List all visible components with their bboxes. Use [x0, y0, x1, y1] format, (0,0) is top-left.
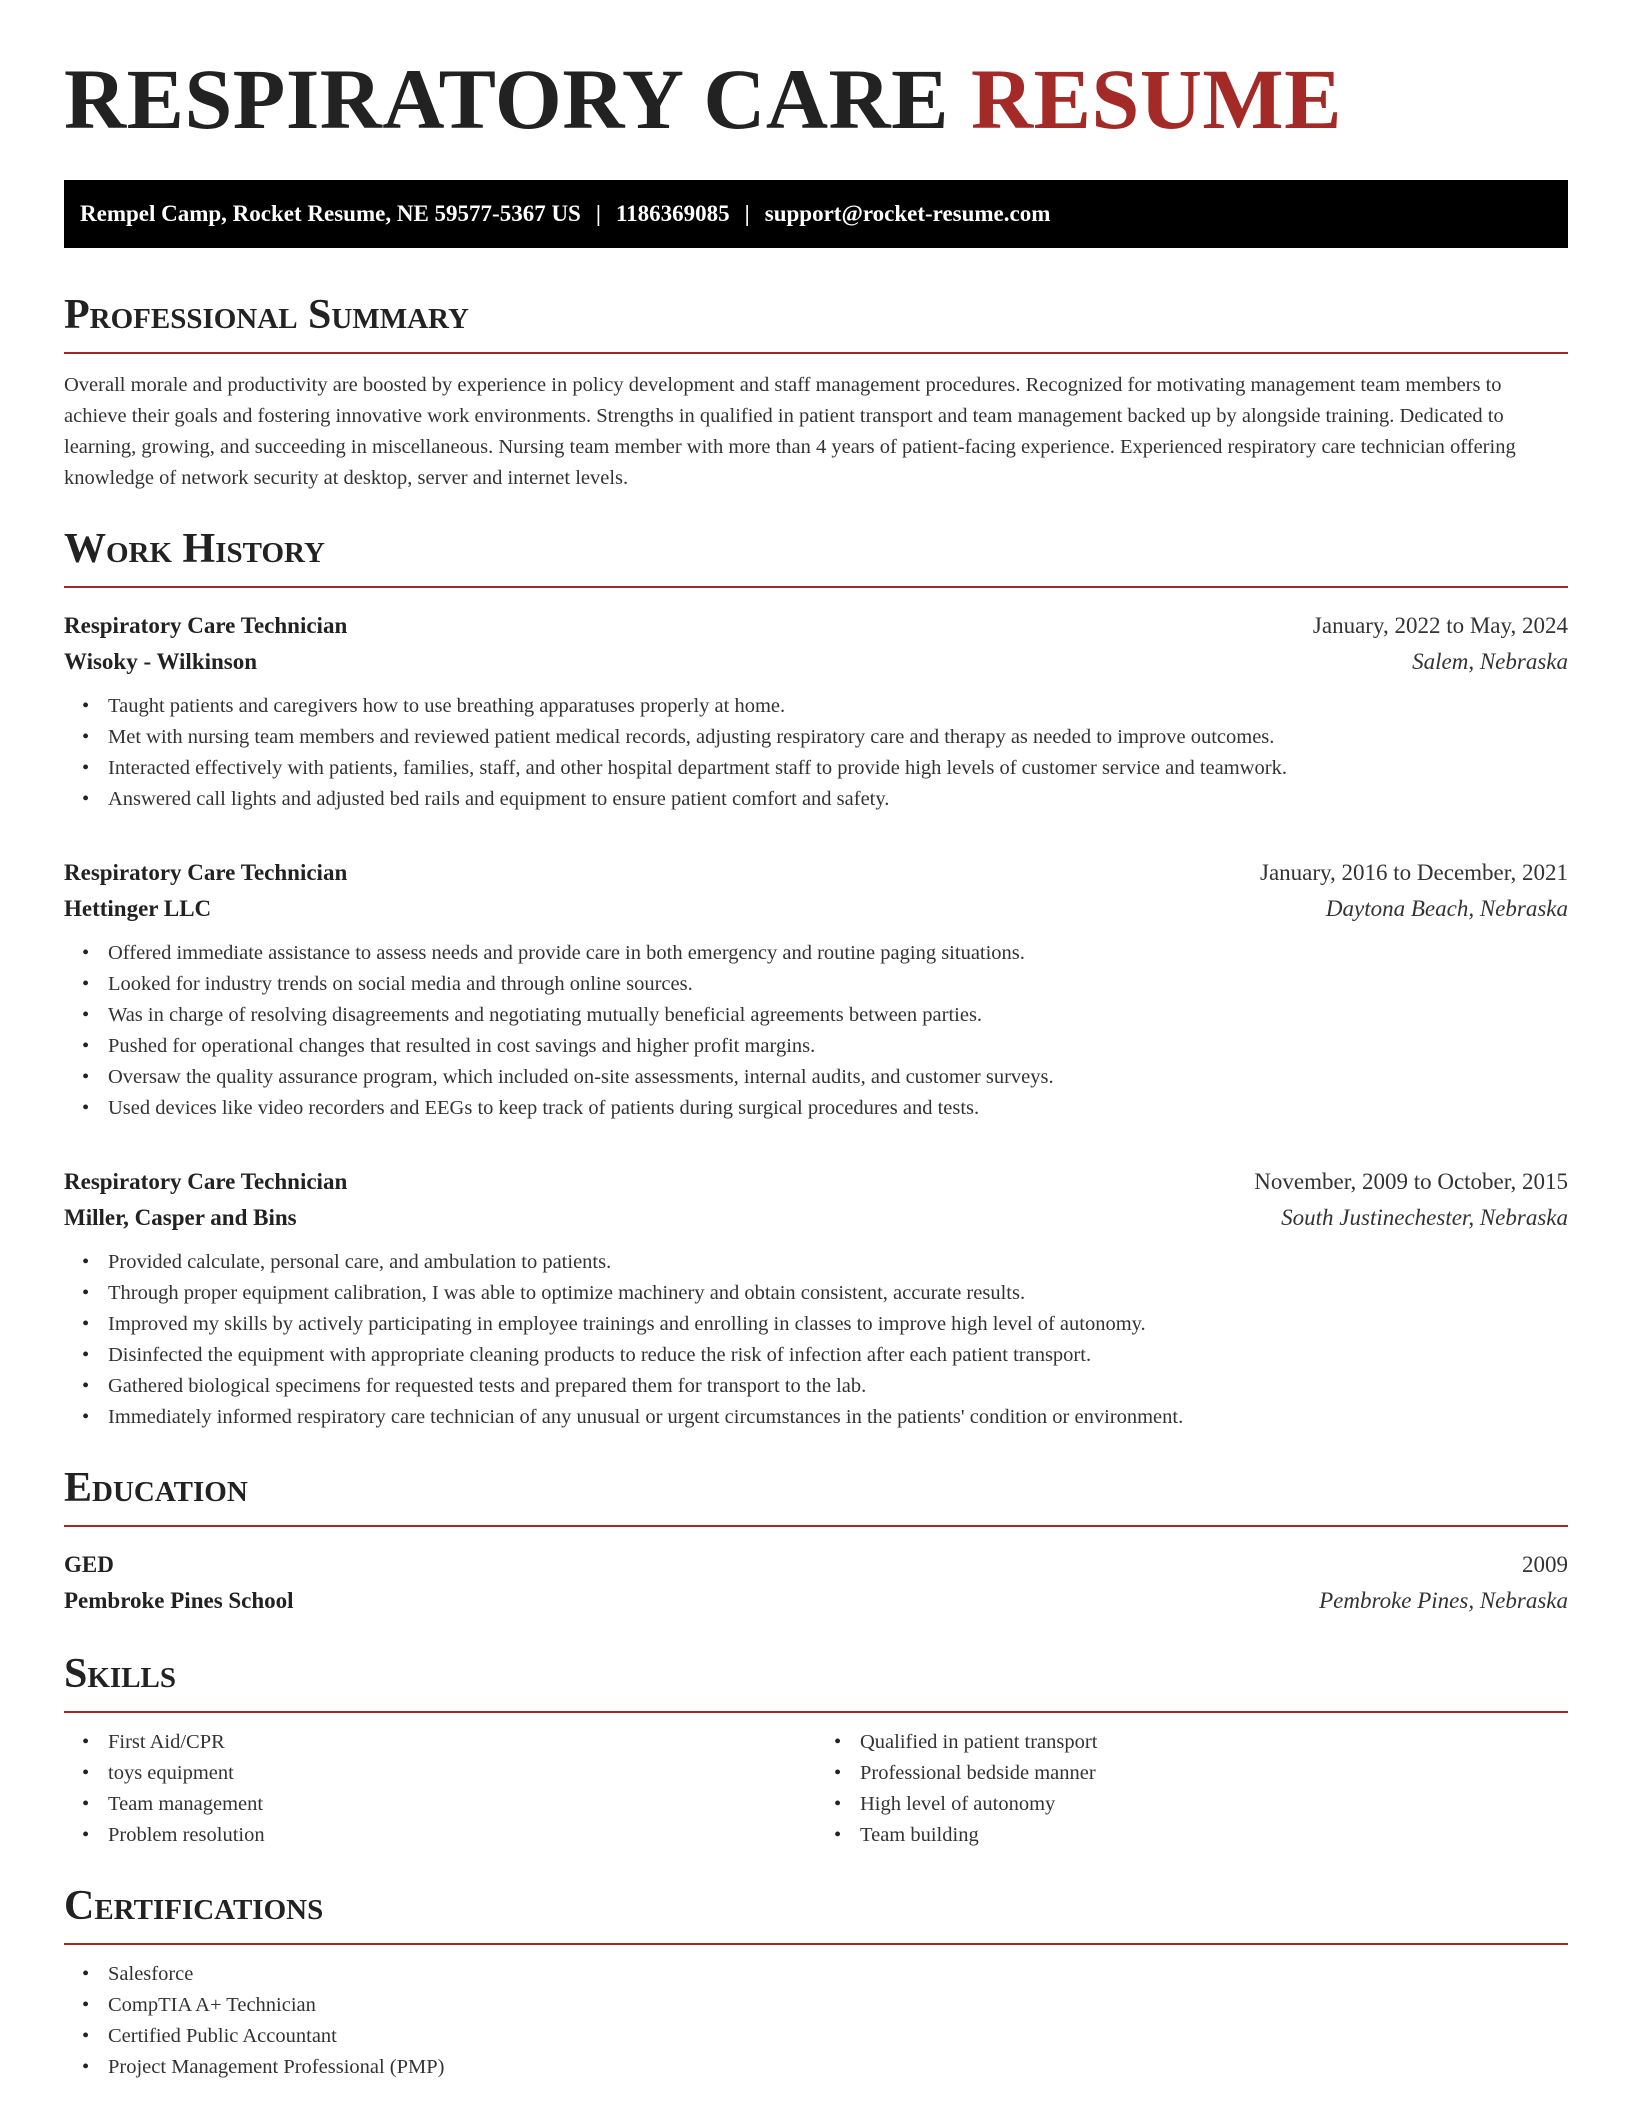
skill-item: • Team management [108, 1789, 816, 1820]
education-location: Pembroke Pines, Nebraska [1319, 1588, 1568, 1613]
job-dates: January, 2022 to May, 2024 [1312, 613, 1568, 638]
contact-separator: | [595, 201, 601, 226]
job-bullet: • Oversaw the quality assurance program, which included on-site assessments, internal audits, and customer surveys. [108, 1062, 1568, 1093]
job-location: Salem, Nebraska [1412, 649, 1568, 674]
certifications-section [64, 1885, 1568, 2083]
education-degree: GED [64, 1552, 114, 1577]
job-bullet: • Was in charge of resolving disagreements and negotiating mutually beneficial agreements between parties. [108, 1000, 1568, 1031]
skills-section [64, 1653, 1568, 1851]
contact-bar [64, 180, 1568, 248]
section-heading-work-history: Work History [64, 528, 1568, 588]
job-bullet: • Interacted effectively with patients, families, staff, and other hospital department staff to provide high levels of customer service and teamwork. [108, 753, 1568, 784]
certification-item: • CompTIA A+ Technician [108, 1990, 1568, 2021]
certification-item: • Salesforce [108, 1959, 1568, 1990]
job-entry [64, 855, 1568, 1124]
job-bullet: • Pushed for operational changes that resulted in cost savings and higher profit margins. [108, 1031, 1568, 1062]
job-bullet: • Used devices like video recorders and EEGs to keep track of patients during surgical procedures and tests. [108, 1093, 1568, 1124]
skill-item: • First Aid/CPR [108, 1727, 816, 1758]
job-location: Daytona Beach, Nebraska [1325, 896, 1568, 921]
job-dates: January, 2016 to December, 2021 [1260, 860, 1568, 885]
skill-item: • High level of autonomy [860, 1789, 1568, 1820]
job-bullet: • Answered call lights and adjusted bed rails and equipment to ensure patient comfort and safety. [108, 784, 1568, 815]
job-bullet: • Provided calculate, personal care, and ambulation to patients. [108, 1247, 1568, 1278]
job-title: Respiratory Care Technician [64, 1169, 348, 1194]
resume-title [64, 51, 1568, 147]
skill-item: • Problem resolution [108, 1820, 816, 1851]
job-bullet: • Taught patients and caregivers how to use breathing apparatuses properly at home. [108, 691, 1568, 722]
skills-column-right [816, 1727, 1568, 1851]
contact-address: Rempel Camp, Rocket Resume, NE 59577-5367 US [80, 201, 581, 226]
job-location: South Justinechester, Nebraska [1281, 1205, 1568, 1230]
section-heading-certifications: Certifications [64, 1885, 1568, 1945]
certification-item: • Certified Public Accountant [108, 2021, 1568, 2052]
skills-column-left [64, 1727, 816, 1851]
education-school: Pembroke Pines School [64, 1588, 294, 1613]
skill-item: • toys equipment [108, 1758, 816, 1789]
job-company: Wisoky - Wilkinson [64, 649, 258, 674]
work-history-section [64, 528, 1568, 1433]
job-bullet: • Looked for industry trends on social media and through online sources. [108, 969, 1568, 1000]
section-heading-summary: Professional Summary [64, 294, 1568, 354]
job-entry [64, 1164, 1568, 1433]
education-section [64, 1467, 1568, 1619]
job-bullets [64, 1247, 1568, 1433]
summary-section [64, 294, 1568, 494]
summary-text: Overall morale and productivity are boosted by experience in policy development and staff management procedures. Recognized for motivating management team members to achieve their goals and fostering innovative work environments. Strengths in qualified in patient transport and team management backed up by alongside training. Dedicated to learning, growing, and succeeding in miscellaneous. Nursing team member with more than 4 years of patient-facing experience. Experienced respiratory care technician offering knowledge of network security at desktop, server and internet levels. [64, 374, 1516, 489]
job-title: Respiratory Care Technician [64, 860, 348, 885]
education-year: 2009 [1522, 1552, 1568, 1577]
job-bullet: • Gathered biological specimens for requested tests and prepared them for transport to the lab. [108, 1371, 1568, 1402]
job-bullet: • Offered immediate assistance to assess needs and provide care in both emergency and routine paging situations. [108, 938, 1568, 969]
job-company: Miller, Casper and Bins [64, 1205, 297, 1230]
job-company: Hettinger LLC [64, 896, 212, 921]
job-title: Respiratory Care Technician [64, 613, 348, 638]
certifications-list [64, 1959, 1568, 2083]
section-heading-skills: Skills [64, 1653, 1568, 1713]
skills-grid [64, 1727, 1568, 1851]
job-entry [64, 608, 1568, 815]
contact-email: support@rocket-resume.com [764, 201, 1051, 226]
title-main: RESPIRATORY CARE [64, 51, 972, 147]
skill-item: • Qualified in patient transport [860, 1727, 1568, 1758]
education-entry [64, 1547, 1568, 1619]
section-heading-education: Education [64, 1467, 1568, 1527]
job-bullets [64, 938, 1568, 1124]
job-bullet: • Disinfected the equipment with appropriate cleaning products to reduce the risk of infection after each patient transport. [108, 1340, 1568, 1371]
skill-item: • Team building [860, 1820, 1568, 1851]
title-accent: RESUME [971, 51, 1342, 147]
job-bullet: • Met with nursing team members and reviewed patient medical records, adjusting respiratory care and therapy as needed to improve outcomes. [108, 722, 1568, 753]
certification-item: • Project Management Professional (PMP) [108, 2052, 1568, 2083]
job-dates: November, 2009 to October, 2015 [1254, 1169, 1568, 1194]
job-bullet: • Immediately informed respiratory care technician of any unusual or urgent circumstances in the patients' condition or environment. [108, 1402, 1568, 1433]
job-bullet: • Improved my skills by actively participating in employee trainings and enrolling in classes to improve high level of autonomy. [108, 1309, 1568, 1340]
job-bullets [64, 691, 1568, 815]
contact-phone: 1186369085 [615, 201, 730, 226]
skill-item: • Professional bedside manner [860, 1758, 1568, 1789]
contact-separator: | [744, 201, 750, 226]
job-bullet: • Through proper equipment calibration, I was able to optimize machinery and obtain consistent, accurate results. [108, 1278, 1568, 1309]
